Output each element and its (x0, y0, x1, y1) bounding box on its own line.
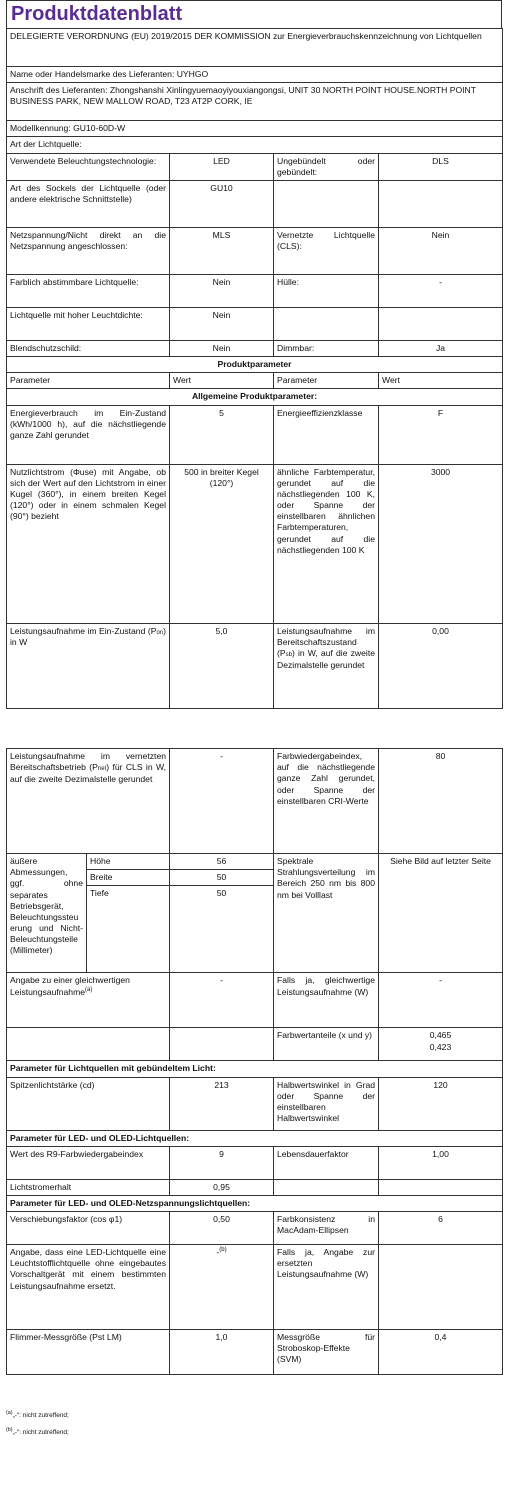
param-label: Vernetzte Lichtquelle (CLS): (274, 227, 379, 274)
empty-cell (274, 1179, 379, 1195)
param-label (7, 973, 170, 1028)
section-heading: Parameter für LED- und OLED-Netzspannungslichtquellen: (7, 1195, 503, 1211)
empty-cell (379, 1179, 503, 1195)
table-row (7, 340, 503, 356)
param-label: Energieeffizienzklasse (274, 405, 379, 464)
footnote-marker: (b) (6, 1427, 13, 1433)
param-value: 3000 (379, 464, 503, 623)
dimension-value: 50 (170, 886, 274, 973)
table-row (7, 854, 503, 870)
param-value: GU10 (170, 180, 274, 227)
param-value: - (170, 749, 274, 854)
table-row (7, 1061, 503, 1077)
table-row (7, 973, 503, 1028)
param-value: 1,00 (379, 1146, 503, 1179)
table-row (7, 357, 503, 373)
page-title: Produktdatenblatt (11, 3, 183, 25)
table-row (7, 1146, 503, 1179)
param-label: Ungebündelt oder gebündelt: (274, 153, 379, 180)
datasheet-table-2 (6, 748, 503, 1375)
param-value: F (379, 405, 503, 464)
table-row (7, 1028, 503, 1061)
table-row (7, 1212, 503, 1245)
param-label: Hülle: (274, 274, 379, 307)
param-value: 0,50 (170, 1212, 274, 1245)
label-text: Leistungsaufnahme im Ein-Zustand (P (10, 625, 157, 636)
param-value: 5,0 (170, 623, 274, 708)
param-value: 0,00 (379, 623, 503, 708)
param-label: Falls ja, gleichwertige Leistungsaufnahme (W) (274, 973, 379, 1028)
param-label: ähnliche Farbtemperatur, gerundet auf die nächstliegenden 100 K, oder Spanne der einstellbaren ähnlichen Farbtemperaturen, gerundet auf die nächstliegenden 100 K (274, 464, 379, 623)
supplier-name: Name oder Handelsmarke des Lieferanten: UYHGO (7, 67, 503, 83)
param-label (274, 623, 379, 708)
param-value: 500 in breiter Kegel (120°) (170, 464, 274, 623)
table-row (7, 153, 503, 180)
param-value: 9 (170, 1146, 274, 1179)
footnote-marker: (b) (219, 1247, 227, 1254)
param-label (274, 307, 379, 340)
table-row (7, 137, 503, 153)
empty-cell (170, 1028, 274, 1061)
table-row (7, 623, 503, 708)
dimension-label: Tiefe (87, 886, 170, 973)
param-value: Nein (170, 274, 274, 307)
param-label: Lichtstromerhalt (7, 1179, 170, 1195)
light-source-type-heading: Art der Lichtquelle: (7, 137, 503, 153)
label-text: Angabe zu einer gleichwertigen Leistungsaufnahme (10, 975, 130, 997)
model-id: Modellkennung: GU10-60D-W (7, 121, 503, 137)
value-text: - (216, 1247, 220, 1258)
param-label: äußere Abmessungen, ggf. ohne separates Betriebsgerät, Beleuchtungssteuerung und Nicht-Beleuchtungsteile (Millimeter) (7, 854, 87, 973)
label-text: Leistungsaufnahme im vernetzten Bereitschaftsbetrieb (P (10, 751, 166, 773)
param-value (379, 307, 503, 340)
param-label: Messgröße für Stroboskop-Effekte (SVM) (274, 1330, 379, 1375)
param-value: 120 (379, 1077, 503, 1130)
table-row (7, 1179, 503, 1195)
label-text: Leistungsaufnahme im Bereitschaftszustand (P (277, 625, 375, 658)
param-value: Ja (379, 340, 503, 356)
table-row (7, 1130, 503, 1146)
footnote-marker: (a) (6, 1410, 13, 1416)
param-label: Nutzlichtstrom (Φuse) mit Angabe, ob sich der Wert auf den Lichtstrom in einer Kugel (360°), in einem breiten Kegel (120°) oder in einem schmalen Kegel (90°) bezieht (7, 464, 170, 623)
param-label: Spektrale Strahlungsverteilung im Bereich 250 nm bis 800 nm bei Volllast (274, 854, 379, 973)
dimension-label: Breite (87, 870, 170, 886)
param-label (7, 623, 170, 708)
param-label: Verwendete Beleuchtungstechnologie: (7, 153, 170, 180)
param-value: 6 (379, 1212, 503, 1245)
param-label: Verschiebungsfaktor (cos φ1) (7, 1212, 170, 1245)
param-label: Farblich abstimmbare Lichtquelle: (7, 274, 170, 307)
param-value (379, 180, 503, 227)
table-row (7, 373, 503, 389)
table-row (7, 83, 503, 121)
param-label: Blendschutzschild: (7, 340, 170, 356)
param-label: Dimmbar: (274, 340, 379, 356)
table-row (7, 1330, 503, 1375)
table-row (7, 405, 503, 464)
param-label: Lebensdauerfaktor (274, 1146, 379, 1179)
dimension-value: 50 (170, 870, 274, 886)
param-value: Siehe Bild auf letzter Seite (379, 854, 503, 973)
table-row (7, 121, 503, 137)
param-label: Lichtquelle mit hoher Leuchtdichte: (7, 307, 170, 340)
param-value: 1,0 (170, 1330, 274, 1375)
header-box (6, 0, 502, 28)
table-row (7, 389, 503, 405)
label-text: ) in W (10, 625, 166, 648)
param-value: 80 (379, 749, 503, 854)
footnote-a (6, 1410, 69, 1421)
param-label: Falls ja, Angabe zur ersetzten Leistungsaufnahme (W) (274, 1245, 379, 1330)
chromaticity-x: 0,465 (429, 1030, 452, 1041)
param-value (379, 1245, 503, 1330)
param-label: Farbwertanteile (x und y) (274, 1028, 379, 1061)
param-label: Spitzenlichtstärke (cd) (7, 1077, 170, 1130)
param-value: 0,4 (379, 1330, 503, 1375)
param-value: 5 (170, 405, 274, 464)
label-subscript: net (97, 766, 107, 773)
label-subscript: on (156, 629, 164, 636)
param-value: - (170, 973, 274, 1028)
param-value: Nein (170, 307, 274, 340)
param-value: - (379, 973, 503, 1028)
dimension-label: Höhe (87, 854, 170, 870)
param-label: Halbwertswinkel in Grad oder Spanne der einstellbaren Halbwertswinkel (274, 1077, 379, 1130)
param-label: Art des Sockels der Lichtquelle (oder andere elektrische Schnittstelle) (7, 180, 170, 227)
footnote-marker: (a) (85, 986, 93, 993)
label-text: ) in W, auf die zweite Dezimalstelle gerundet (277, 647, 375, 670)
supplier-address: Anschrift des Lieferanten: Zhongshanshi Xinlingyuemaoyiyouxiangongsi, UNIT 30 NORTH POINT HOUSE.NORTH POINT BUSINESS PARK, NEW MALLOW ROAD, T23 AT2P CORK, IE (7, 83, 503, 121)
table-row (7, 29, 503, 67)
column-header-value: Wert (170, 373, 274, 389)
regulation-text: DELEGIERTE VERORDNUNG (EU) 2019/2015 DER KOMMISSION zur Energieverbrauchskennzeichnung von Lichtquellen (7, 29, 503, 67)
table-row (7, 180, 503, 227)
footnote-b (6, 1427, 69, 1438)
table-row (7, 307, 503, 340)
param-value: Nein (170, 340, 274, 356)
empty-cell (7, 1028, 170, 1061)
param-value (170, 1245, 274, 1330)
section-heading: Parameter für Lichtquellen mit gebündeltem Licht: (7, 1061, 503, 1077)
param-value: MLS (170, 227, 274, 274)
dimension-value: 56 (170, 854, 274, 870)
section-heading: Parameter für LED- und OLED-Lichtquellen: (7, 1130, 503, 1146)
section-heading: Allgemeine Produktparameter: (7, 389, 503, 405)
param-label: Wert des R9-Farbwiedergabeindex (7, 1146, 170, 1179)
table-row (7, 1077, 503, 1130)
footnote-text: „-“: nicht zutreffend; (12, 1412, 69, 1420)
param-label: Farbwiedergabeindex, auf die nächstliegende ganze Zahl gerundet, oder Spanne der einstellbaren CRI-Werte (274, 749, 379, 854)
param-value: LED (170, 153, 274, 180)
table-row (7, 274, 503, 307)
param-label (7, 749, 170, 854)
table-row (7, 227, 503, 274)
footnote-text: „-“: nicht zutreffend; (12, 1429, 69, 1437)
table-row (7, 464, 503, 623)
table-row (7, 1245, 503, 1330)
table-row (7, 67, 503, 83)
section-heading: Produktparameter (7, 357, 503, 373)
table-row (7, 749, 503, 854)
param-value: - (379, 274, 503, 307)
param-label: Farbkonsistenz in MacAdam-Ellipsen (274, 1212, 379, 1245)
param-value (379, 1028, 503, 1061)
param-label: Angabe, dass eine LED-Lichtquelle eine Leuchtstofflichtquelle ohne eingebautes Vorschaltgerät mit einem bestimmten Leistungsaufnahme ersetzt. (7, 1245, 170, 1330)
column-header-value: Wert (379, 373, 503, 389)
datasheet-table-1 (6, 28, 503, 709)
table-row (7, 1195, 503, 1211)
column-header-parameter: Parameter (7, 373, 170, 389)
param-value: DLS (379, 153, 503, 180)
param-label: Energieverbrauch im Ein-Zustand (kWh/1000 h), auf die nächstliegende ganze Zahl gerundet (7, 405, 170, 464)
param-value: 0,95 (170, 1179, 274, 1195)
param-label: Netzspannung/Nicht direkt an die Netzspannung angeschlossen: (7, 227, 170, 274)
column-header-parameter: Parameter (274, 373, 379, 389)
param-value: 213 (170, 1077, 274, 1130)
chromaticity-y: 0,423 (429, 1041, 452, 1052)
param-value: Nein (379, 227, 503, 274)
label-subscript: sb (285, 651, 292, 658)
param-label: Flimmer-Messgröße (Pst LM) (7, 1330, 170, 1375)
label-text: ) für CLS in W, auf die zweite Dezimalstelle gerundet (10, 762, 166, 784)
param-label (274, 180, 379, 227)
